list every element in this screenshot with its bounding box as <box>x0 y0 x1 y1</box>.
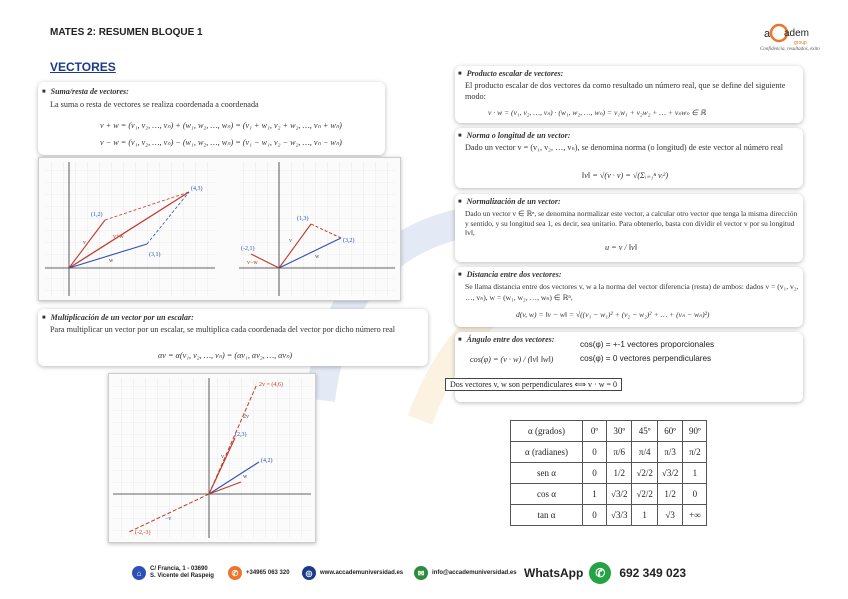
trig-cell: 60º <box>657 421 682 442</box>
whatsapp-icon: ✆ <box>589 562 611 584</box>
trig-row <box>511 421 707 442</box>
multiplicacion-text: Para multiplicar un vector por un escalar, se multiplica cada coordenada del vector por dicho número real <box>50 325 395 334</box>
trig-cell: π/4 <box>632 442 657 463</box>
norma-text: Dado un vector v = (v₁, v₂, …, vₙ), se denomina norma (o longitud) de este vector al número real <box>465 143 784 152</box>
trig-cell: 1 <box>683 463 707 484</box>
home-icon: ⌂ <box>132 566 146 580</box>
footer-whatsapp[interactable]: WhatsApp ✆ 692 349 023 <box>524 562 686 584</box>
angulo-title: ■ Ángulo entre dos vectores: <box>458 335 554 344</box>
scalar-mult-graph <box>108 373 316 543</box>
suma-formula: v + w = (v₁, v₂, …, vₙ) + (w₁, w₂, …, wₙ) = (v₁ + w₁, v₂ + w₂, …, vₙ + wₙ) <box>100 121 342 130</box>
graph2-label-3: v <box>289 238 292 244</box>
footer-web[interactable]: ◎ www.accademuniversidad.es <box>302 566 403 580</box>
graph3-label-2: (4,2) <box>261 458 273 464</box>
trig-row-header: cos α <box>511 484 583 505</box>
perpendicular-box: Dos vectores v, w son perpendiculares ⟺ v · w = 0 <box>445 378 622 391</box>
trig-cell: √3 <box>657 505 682 526</box>
trig-cell: 30º <box>607 421 632 442</box>
graph1-label-3: v+w <box>113 234 124 240</box>
multiplicacion-title: ■ Multiplicación de un vector por un escalar: <box>42 313 194 322</box>
trig-cell: 0º <box>583 421 607 442</box>
logo-tagline: Confidencia, resultados, éxito <box>760 47 820 52</box>
trig-cell: 0 <box>583 505 607 526</box>
globe-icon: ◎ <box>302 566 316 580</box>
page-title: MATES 2: RESUMEN BLOQUE 1 <box>50 27 203 38</box>
trig-table <box>510 420 707 526</box>
trig-cell: 1 <box>583 484 607 505</box>
trig-cell: √2/2 <box>632 463 657 484</box>
trig-cell: π/3 <box>657 442 682 463</box>
graph2-label-5: v−w <box>247 260 258 266</box>
svg-text:adem: adem <box>784 28 810 39</box>
graph3-label-7: −v <box>165 516 172 522</box>
trig-row-header: α (grados) <box>511 421 583 442</box>
trig-cell: 1/2 <box>607 463 632 484</box>
graph3-label-5: w <box>243 474 248 480</box>
graph3-label-3: (-2,-3) <box>135 530 151 536</box>
suma-resta-text: La suma o resta de vectores se realiza coordenada a coordenada <box>50 100 259 109</box>
graph3-label-4: v <box>221 454 224 460</box>
graph2-label-1: (3,2) <box>343 238 355 244</box>
suma-resta-graphs <box>38 157 401 301</box>
trig-cell: π/2 <box>683 442 707 463</box>
graph1-label-0: (4,3) <box>191 186 203 192</box>
distancia-formula: d(v, w) = ‖v − w‖ = √((v₁ − w₁)² + (v₂ − w₂)² + … + (vₙ − wₙ)²) <box>516 310 710 319</box>
trig-row <box>511 463 707 484</box>
footer-phone[interactable]: ✆ +34965 063 320 <box>228 566 290 580</box>
angulo-formula: cos(φ) = (v · w) / (‖v‖ ‖w‖) <box>470 355 554 364</box>
trig-cell: 0 <box>583 463 607 484</box>
graph3-label-1: (2,3) <box>235 432 247 438</box>
normalizacion-text: Dado un vector v ∈ ℝⁿ, se denomina normalizar este vector, a calcular otro vector que tenga la misma dirección y sentido, y su longitud sea 1, es decir, sea unitario. Para obtenerlo, basta con dividir el vector v por su longitud ‖v‖, <box>465 209 798 238</box>
normalizacion-title: ■ Normalización de un vector: <box>458 197 561 206</box>
angulo-proporcionales: cos(φ) = +-1 vectores proporcionales <box>580 340 715 349</box>
vector-sum-graph <box>39 158 400 300</box>
graph2-label-0: (1,3) <box>297 216 309 222</box>
trig-cell: √2/2 <box>632 484 657 505</box>
angulo-perpendiculares: cos(φ) = 0 vectores perpendiculares <box>580 354 712 363</box>
graph1-label-5: w <box>109 258 114 264</box>
norma-title: ■ Norma o longitud de un vector: <box>458 131 570 140</box>
trig-cell: √3/3 <box>607 505 632 526</box>
trig-cell: 45º <box>632 421 657 442</box>
brand-logo <box>760 23 820 57</box>
trig-cell: √3/2 <box>607 484 632 505</box>
multiplicacion-formula: αv = α(v₁, v₂, …, vₙ) = (αv₁, αv₂, …, αvₙ) <box>158 351 293 360</box>
trig-row <box>511 484 707 505</box>
graph3-label-6: 2v <box>243 414 249 420</box>
graph1-label-4: v <box>83 240 86 246</box>
producto-title: ■ Producto escalar de vectores: <box>458 69 563 78</box>
trig-cell: π/6 <box>607 442 632 463</box>
trig-cell: 90º <box>683 421 707 442</box>
trig-row <box>511 505 707 526</box>
footer-email[interactable]: ✉ info@accademuniversidad.es <box>414 566 517 580</box>
trig-cell: 0 <box>583 442 607 463</box>
trig-row <box>511 442 707 463</box>
address-line-2: S. Vicente del Raspeig <box>150 573 214 579</box>
trig-cell: √3/2 <box>657 463 682 484</box>
trig-row-header: sen α <box>511 463 583 484</box>
logo-sub: group <box>794 40 807 46</box>
suma-resta-title: ■ Suma/resta de vectores: <box>42 87 129 96</box>
normalizacion-formula: u = v / ‖v‖ <box>605 243 637 252</box>
graph1-label-1: (1,2) <box>91 212 103 218</box>
svg-text:a: a <box>764 28 771 40</box>
norma-formula: ‖v‖ = √(v · v) = √(Σᵢ₌₁ⁿ vᵢ²) <box>582 171 669 180</box>
accadem-logo-icon <box>760 23 820 43</box>
resta-formula: v − w = (v₁, v₂, …, vₙ) − (w₁, w₂, …, wₙ) = (v₁ − w₁, v₂ − w₂, …, vₙ − wₙ) <box>100 138 342 147</box>
footer-address <box>132 566 214 580</box>
email-icon: ✉ <box>414 566 428 580</box>
graph2-label-2: (-2,1) <box>241 246 255 252</box>
address-line-1: C/ Francia, 1 - 03690 <box>150 566 208 572</box>
distancia-text: Se llama distancia entre dos vectores v, w a la norma del vector diferencia (resta) de ambos: dados v = (v₁, v₂, …, vₙ), w = (w₁, w₂, …, wₙ) ∈ ℝⁿ, <box>465 282 799 302</box>
trig-cell: +∞ <box>683 505 707 526</box>
graph1-label-2: (3,1) <box>149 252 161 258</box>
trig-row-header: tan α <box>511 505 583 526</box>
trig-cell: 1 <box>632 505 657 526</box>
section-title: VECTORES <box>50 60 116 74</box>
graph2-label-4: w <box>315 254 320 260</box>
trig-cell: 0 <box>683 484 707 505</box>
trig-cell: 1/2 <box>657 484 682 505</box>
trig-row-header: α (radianes) <box>511 442 583 463</box>
graph3-label-0: 2v = (4,6) <box>259 382 283 388</box>
producto-formula: v · w = (v₁, v₂, …, vₙ) · (w₁, w₂, …, wₙ) = v₁w₁ + v₂w₂ + … + vₙwₙ ∈ ℝ <box>488 108 706 117</box>
phone-icon: ✆ <box>228 566 242 580</box>
distancia-title: ■ Distancia entre dos vectores: <box>458 270 562 279</box>
producto-text: El producto escalar de dos vectores da como resultado un número real, que se define del siguiente modo: <box>465 81 786 101</box>
